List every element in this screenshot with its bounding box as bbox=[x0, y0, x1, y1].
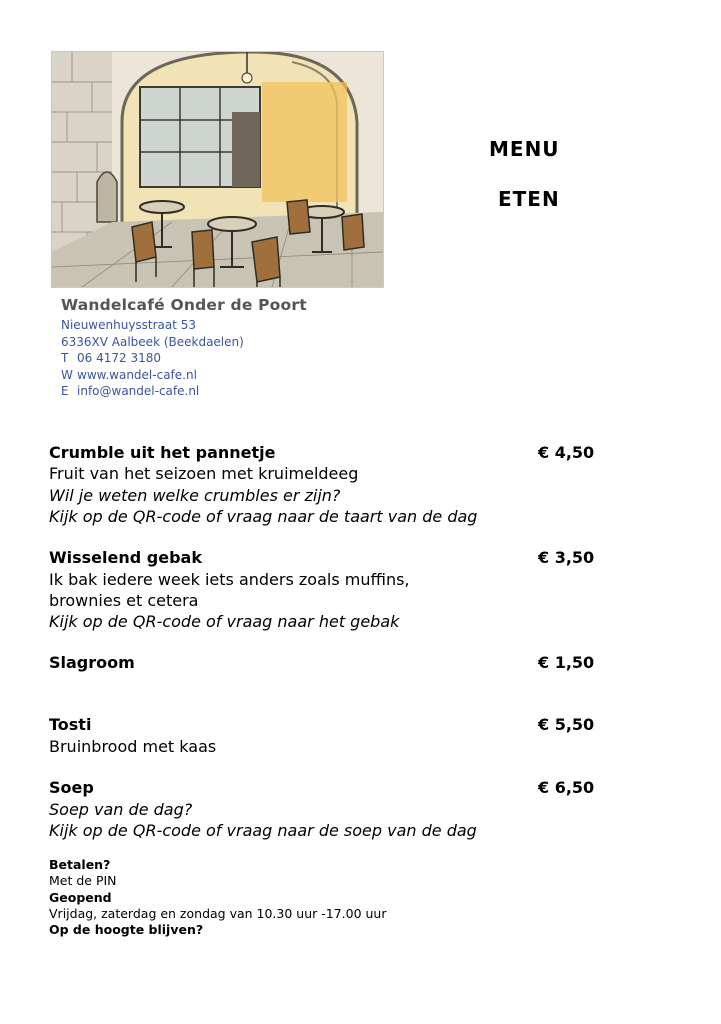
cafe-city: 6336XV Aalbeek (Beekdaelen) bbox=[61, 334, 244, 349]
cafe-website-link[interactable]: www.wandel-cafe.nl bbox=[77, 367, 197, 382]
menu-item-name: Wisselend gebak bbox=[49, 548, 202, 567]
cafe-phone: 06 4172 3180 bbox=[77, 351, 161, 366]
menu-item-name: Tosti bbox=[49, 715, 92, 734]
cafe-email-link[interactable]: info@wandel-cafe.nl bbox=[77, 384, 200, 399]
menu-item-price: € 1,50 bbox=[538, 653, 595, 672]
phone-label: T bbox=[61, 351, 69, 366]
menu-item-price: € 4,50 bbox=[538, 443, 595, 462]
menu-title: MENU bbox=[489, 137, 560, 161]
menu-item-price: € 3,50 bbox=[538, 548, 595, 567]
cafe-phone-row bbox=[61, 350, 307, 367]
web-label: W bbox=[61, 367, 73, 382]
menu-subtitle: ETEN bbox=[498, 187, 560, 211]
menu-item-description: brownies et cetera bbox=[49, 591, 199, 610]
cafe-contact-block bbox=[61, 296, 307, 400]
opening-heading: Geopend bbox=[49, 890, 112, 905]
opening-hours-text: Vrijdag, zaterdag en zondag van 10.30 uur -17.00 uur bbox=[49, 906, 387, 921]
payment-text: Met de PIN bbox=[49, 873, 117, 888]
cafe-street: Nieuwenhuysstraat 53 bbox=[61, 318, 197, 332]
follow-heading: Op de hoogte blijven? bbox=[49, 922, 204, 937]
menu-item-name: Crumble uit het pannetje bbox=[49, 443, 276, 462]
menu-item-price: € 6,50 bbox=[538, 778, 595, 797]
payment-heading: Betalen? bbox=[49, 857, 111, 872]
menu-item-note: Kijk op de QR-code of vraag naar de taart van de dag bbox=[49, 507, 478, 526]
menu-item-description: Fruit van het seizoen met kruimeldeeg bbox=[49, 464, 359, 483]
menu-item-note: Kijk op de QR-code of vraag naar het gebak bbox=[49, 612, 400, 631]
email-label: E bbox=[61, 384, 69, 399]
cafe-name: Wandelcafé Onder de Poort bbox=[61, 296, 307, 314]
menu-item-description: Bruinbrood met kaas bbox=[49, 737, 217, 756]
cafe-email-row bbox=[61, 383, 307, 400]
menu-item-note: Kijk op de QR-code of vraag naar de soep van de dag bbox=[49, 821, 477, 840]
menu-item-price: € 5,50 bbox=[538, 715, 595, 734]
cafe-web-row bbox=[61, 367, 307, 384]
menu-item-note: Wil je weten welke crumbles er zijn? bbox=[49, 486, 341, 505]
menu-item-note: Soep van de dag? bbox=[49, 800, 193, 819]
menu-item-name: Soep bbox=[49, 778, 94, 797]
menu-item-name: Slagroom bbox=[49, 653, 135, 672]
cafe-photo bbox=[51, 51, 384, 288]
menu-item-description: Ik bak iedere week iets anders zoals muffins, bbox=[49, 570, 410, 589]
